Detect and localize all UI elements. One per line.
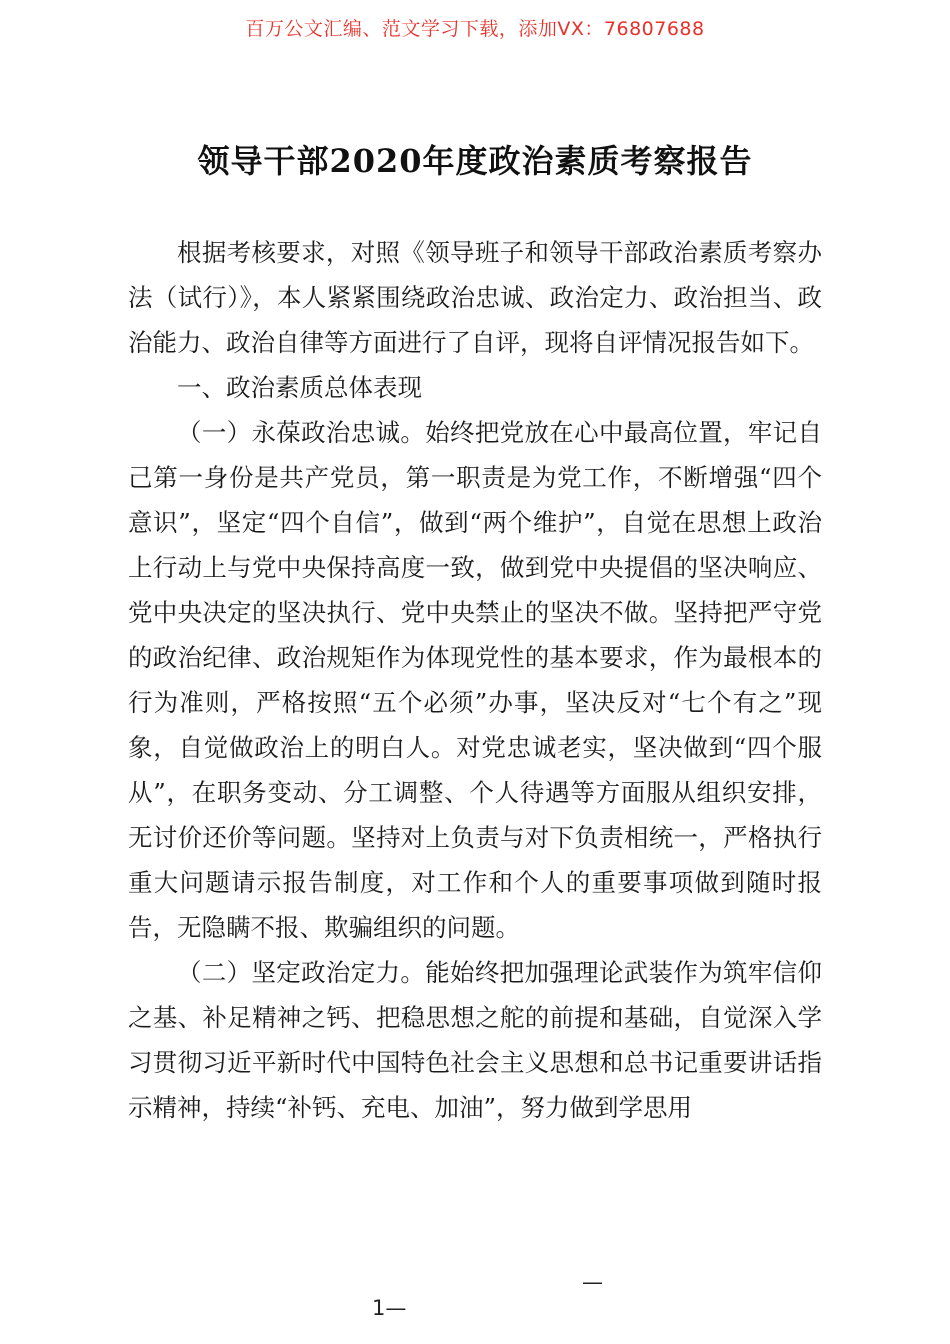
header-banner: 百万公文汇编、范文学习下载，添加VX：76807688	[245, 18, 705, 40]
page-number: 1—	[372, 1296, 407, 1320]
section-heading-1: 一、政治素质总体表现	[177, 373, 422, 402]
document-body	[128, 230, 822, 1130]
paragraph-political-stability: （二）坚定政治定力。能始终把加强理论武装作为筑牢信仰之基、补足精神之钙、把稳思想之舵的前提和基础，自觉深入学习贯彻习近平新时代中国特色社会主义思想和总书记重要讲话指示精神，持续“补钙、充电、加油”，努力做到学思用	[128, 958, 822, 1122]
footer-dash: —	[582, 1270, 603, 1294]
paragraph-intro: 根据考核要求，对照《领导班子和领导干部政治素质考察办法（试行）》，本人紧紧围绕政治忠诚、政治定力、政治担当、政治能力、政治自律等方面进行了自评，现将自评情况报告如下。	[128, 238, 822, 357]
paragraph-political-loyalty: （一）永葆政治忠诚。始终把党放在心中最高位置，牢记自己第一身份是共产党员，第一职责是为党工作，不断增强“四个意识”，坚定“四个自信”，做到“两个维护”，自觉在思想上政治上行动上与党中央保持高度一致，做到党中央提倡的坚决响应、党中央决定的坚决执行、党中央禁止的坚决不做。坚持把严守党的政治纪律、政治规矩作为体现党性的基本要求，作为最根本的行为准则，严格按照“五个必须”办事，坚决反对“七个有之”现象，自觉做政治上的明白人。对党忠诚老实，坚决做到“四个服从”，在职务变动、分工调整、个人待遇等方面服从组织安排，无讨价还价等问题。坚持对上负责与对下负责相统一，严格执行重大问题请示报告制度，对工作和个人的重要事项做到随时报告，无隐瞒不报、欺骗组织的问题。	[128, 418, 822, 942]
document-title: 领导干部2020年度政治素质考察报告	[197, 142, 753, 180]
